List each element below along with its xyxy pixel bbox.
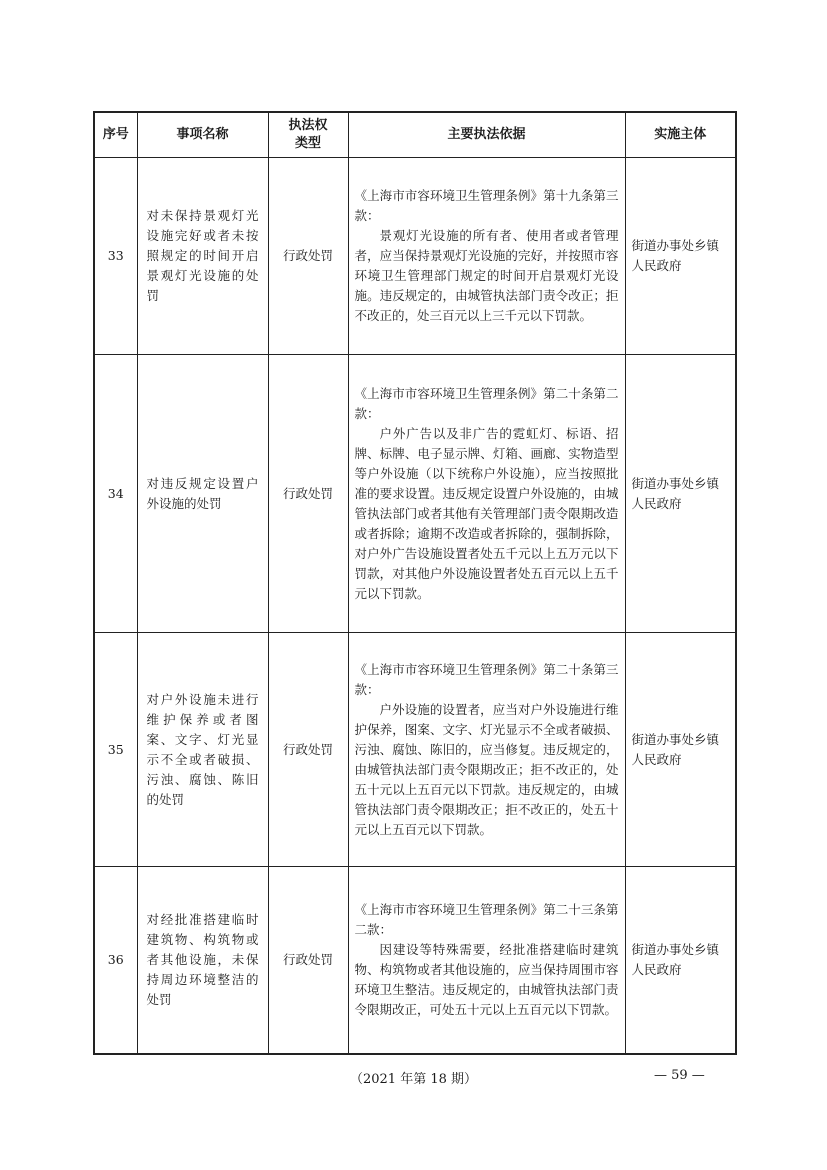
table-row (94, 355, 736, 633)
issue-label: （2021 年第 18 期） (349, 1072, 478, 1087)
basis-title: 《上海市市容环境卫生管理条例》第二十三条第二款： (354, 901, 619, 937)
row-num: 34 (94, 355, 137, 633)
page-number: — 59 — (654, 1068, 705, 1083)
row-name: 对经批准搭建临时建筑物、构筑物或者其他设施，未保持周边环境整洁的处罚 (137, 867, 268, 1054)
table-row (94, 633, 736, 867)
row-body: 街道办事处乡镇人民政府 (625, 867, 736, 1054)
row-num: 36 (94, 867, 137, 1054)
row-body: 街道办事处乡镇人民政府 (625, 355, 736, 633)
basis-title: 《上海市市容环境卫生管理条例》第二十条第二款： (354, 385, 619, 421)
basis-title: 《上海市市容环境卫生管理条例》第十九条第三款： (354, 188, 619, 223)
table-row (94, 158, 736, 355)
enforcement-items-table (93, 111, 737, 1055)
row-name: 对户外设施未进行维护保养或者图案、文字、灯光显示不全或者破损、污浊、腐蚀、陈旧的处罚 (137, 633, 268, 867)
row-basis (348, 867, 625, 1054)
table-header-row (94, 112, 736, 158)
row-type: 行政处罚 (268, 633, 348, 867)
header-basis: 主要执法依据 (348, 112, 625, 158)
row-name: 对违反规定设置户外设施的处罚 (137, 355, 268, 633)
row-basis (348, 158, 625, 355)
row-name: 对未保持景观灯光设施完好或者未按照规定的时间开启景观灯光设施的处罚 (137, 158, 268, 355)
row-body: 街道办事处乡镇人民政府 (625, 158, 736, 355)
row-num: 33 (94, 158, 137, 355)
header-type (268, 112, 348, 158)
basis-text: 户外设施的设置者，应当对户外设施进行维护保养，图案、文字、灯光显示不全或者破损、污浊、腐蚀、陈旧的，应当修复。违反规定的，由城管执法部门责令限期改正；拒不改正的，处五十元以上五百元以下罚款。违反规定的，由城管执法部门责令限期改正；拒不改正的，处五十元以上五百元以下罚款。 (354, 701, 619, 837)
row-num: 35 (94, 633, 137, 867)
row-body: 街道办事处乡镇人民政府 (625, 633, 736, 867)
header-num: 序号 (94, 112, 137, 158)
header-type-line2: 类型 (294, 136, 321, 151)
row-type: 行政处罚 (268, 867, 348, 1054)
header-type-line1: 执法权 (288, 118, 328, 133)
row-basis (348, 633, 625, 867)
basis-text: 户外广告以及非广告的霓虹灯、标语、招牌、标牌、电子显示牌、灯箱、画廊、实物造型等户外设施（以下统称户外设施），应当按照批准的要求设置。违反规定设置户外设施的，由城管执法部门或者其他有关管理部门责令限期改造或者拆除；逾期不改造或者拆除的，强制拆除，对户外广告设施设置者处五千元以上五万元以下罚款，对其他户外设施设置者处五百元以上五千元以下罚款。 (354, 425, 619, 601)
table-row (94, 867, 736, 1054)
row-type: 行政处罚 (268, 355, 348, 633)
row-type: 行政处罚 (268, 158, 348, 355)
row-basis (348, 355, 625, 633)
header-body: 实施主体 (625, 112, 736, 158)
basis-text: 景观灯光设施的所有者、使用者或者管理者，应当保持景观灯光设施的完好，并按照市容环境卫生管理部门规定的时间开启景观灯光设施。违反规定的，由城管执法部门责令改正；拒不改正的，处三百元以上三千元以下罚款。 (354, 228, 619, 323)
header-name: 事项名称 (137, 112, 268, 158)
basis-title: 《上海市市容环境卫生管理条例》第二十条第三款： (354, 661, 619, 697)
basis-text: 因建设等特殊需要，经批准搭建临时建筑物、构筑物或者其他设施的，应当保持周围市容环境卫生整洁。违反规定的，由城管执法部门责令限期改正，可处五十元以上五百元以下罚款。 (354, 941, 619, 1017)
